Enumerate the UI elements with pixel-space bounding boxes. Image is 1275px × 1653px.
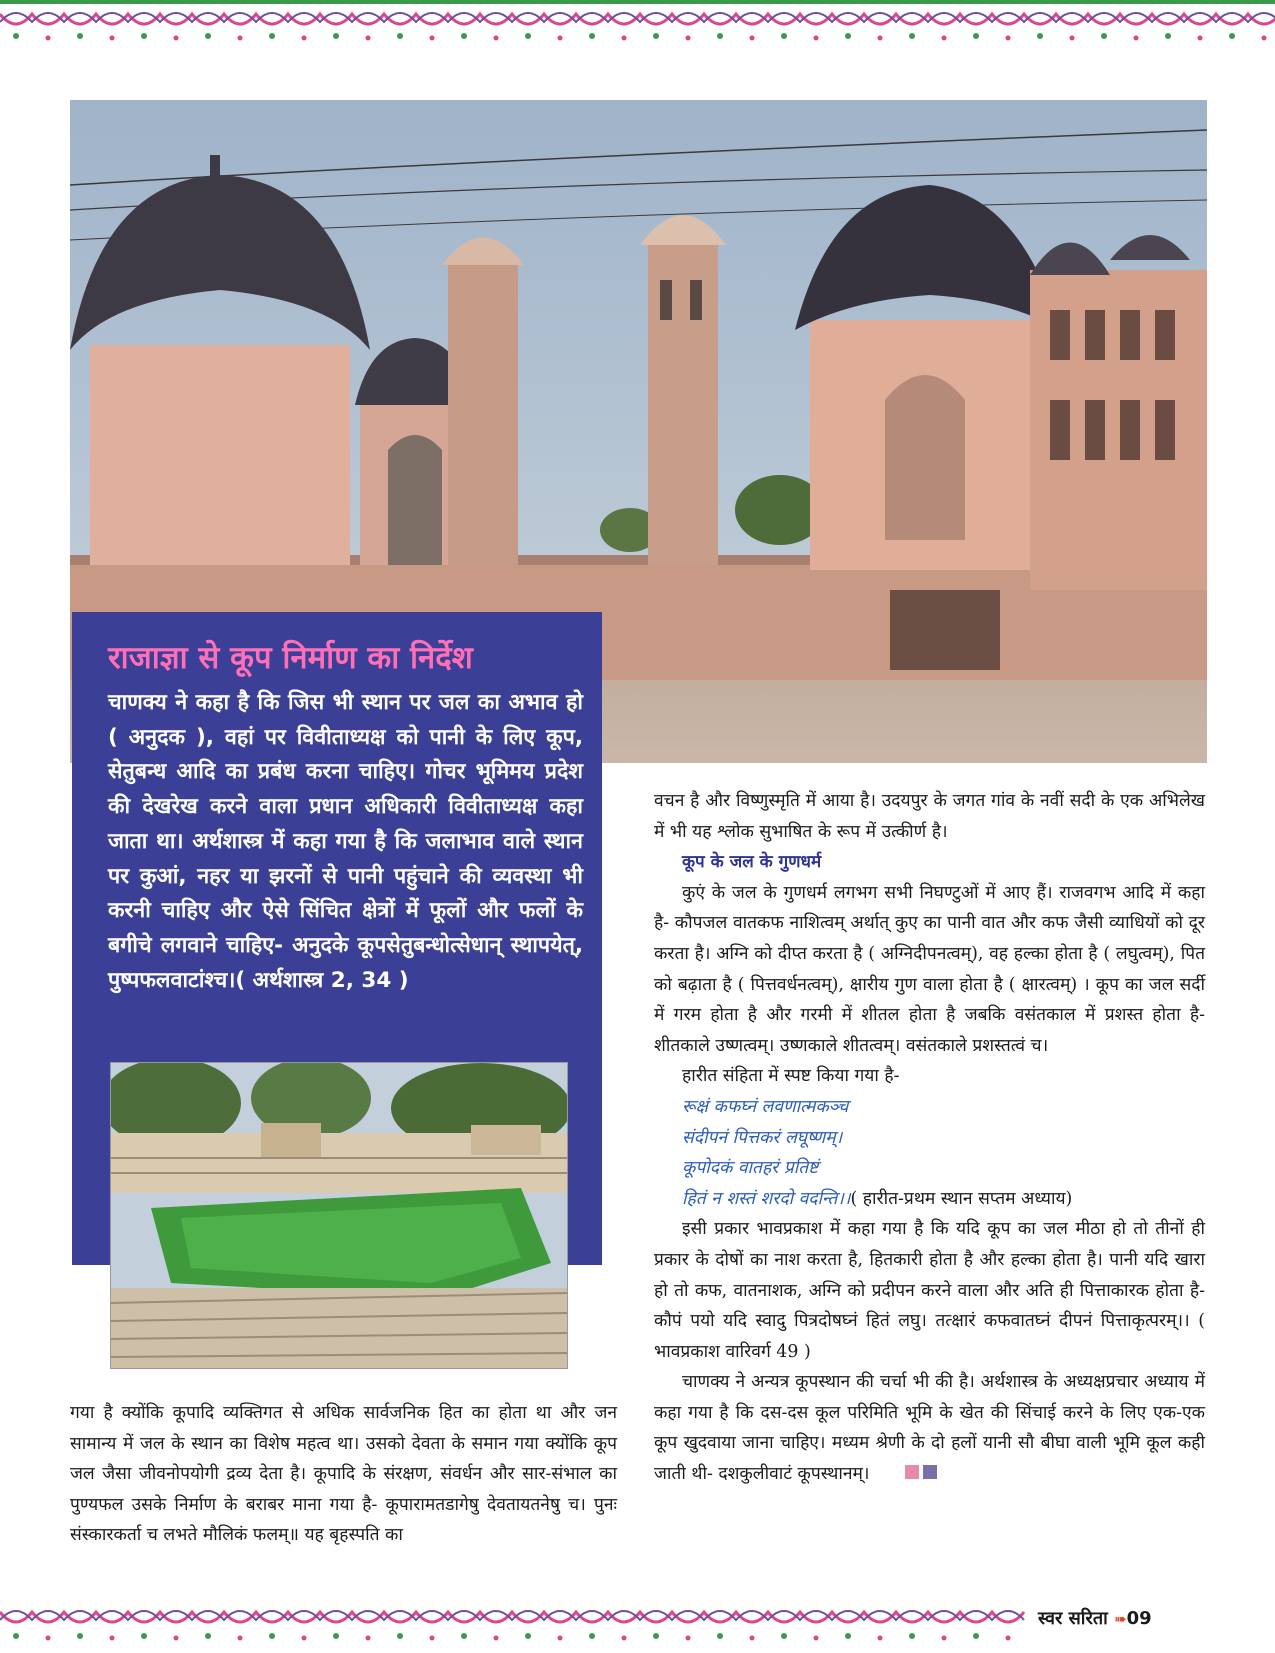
page-number: 09: [1126, 1608, 1152, 1629]
box-body-text: चाणक्य ने कहा है कि जिस भी स्थान पर जल का अभाव हो ( अनुदक ), वहां पर विवीताध्यक्ष को पानी के लिए कूप, सेतुबन्ध आदि का प्रबंध करना चाहिए। गोचर भूमिमय प्रदेश की देखरेख करने वाला प्रधान अधिकारी विवीताध्यक्ष कहा जाता था। अर्थशास्त्र में कहा गया है कि जलाभाव वाले स्थान पर कुआं, नहर या झरनों से पानी पहुंचाने की व्यवस्था भी करनी चाहिए और ऐसे सिंचित क्षेत्रों में फूलों और फलों के बगीचे लगवाने चाहिए- अनुदके कूपसेतुबन्धोत्सेधान् स्थापयेत्, पुष्पफलवाटांश्च।( अर्थशास्त्र 2, 34 ): [108, 690, 583, 993]
verse-line-1: रूक्षं कफघ्नं लवणात्मकञ्च: [682, 1096, 849, 1117]
right-paragraph-2: कुएं के जल के गुणधर्म लगभग सभी निघण्टुओं में आए हैं। राजवगभ आदि में कहा है- कौपजल वातकफ नाशित्वम् अर्थात् कुए का पानी वात और कफ जैसी व्याधियों को दूर करता है। अग्नि को दीप्त करता है ( अग्निदीपनत्वम्), वह हल्का होता है ( लघुत्वम्), पित को बढ़ाता है ( पित्तवर्धनत्वम्), क्षारीय गुण वाला होता है ( क्षारत्वम्) । कूप का जल सर्दी में गरम होता है और गरमी में शीतल होता है जबकि वसंतकाल में प्रशस्त होता है- शीतकाले उष्णत्वम्। उष्णकाले शीतत्वम्। वसंतकाले प्रशस्तत्वं च।: [654, 882, 1205, 1056]
right-column: [654, 786, 1205, 1490]
right-paragraph-4: इसी प्रकार भावप्रकाश में कहा गया है कि यदि कूप का जल मीठा हो तो तीनों ही प्रकार के दोषों का नाश करता है, हितकारी होता है और हल्का होता है। पानी यदि खारा हो तो कफ, वातनाशक, अग्नि को प्रदीपन करने वाला और अति ही पित्ताकारक होता है- कौपं पयो यदि स्वादु पित्रदोषघ्नं हितं लघु। तत्क्षारं कफवातघ्नं दीपनं पित्ताकृत्परम्।। ( भावप्रकाश वारिवर्ग 49 ): [654, 1219, 1205, 1362]
end-of-article-marks: [877, 1459, 941, 1490]
box-heading: राजाज्ञा से कूप निर्माण का निर्देश: [108, 640, 473, 676]
left-column: [70, 1398, 617, 1551]
magazine-name: स्वर सरिता: [1038, 1608, 1108, 1629]
right-paragraph-5-text: चाणक्य ने अन्यत्र कूपस्थान की चर्चा भी की है। अर्थशास्त्र के अध्यक्षप्रचार अध्याय में कहा गया है कि दस-दस कूल परिमिति भूमि के खेत की सिंचाई करने के लिए एक-एक कूप खुदवाया जाना चाहिए। मध्यम श्रेणी के दो हलों यानी सौ बीघा वाली भूमि कूल कही जाती थी- दशकुलीवाटं कूपस्थानम्।: [654, 1372, 1205, 1485]
left-paragraph: गया है क्योंकि कूपादि व्यक्तिगत से अधिक सार्वजनिक हित का होता था और जन सामान्य में जल के स्थान का विशेष महत्व था। उसको देवता के समान गया क्योंकि कूप जल जैसा जीवनोपयोगी द्रव्य देता है। कूपादि के संरक्षण, संवर्धन और सार-संभाल का पुण्यफल उसके निर्माण के बराबर माना गया है- कूपारामतडागेषु देवतायतनेषु च। पुनः संस्कारकर्ता च लभते मौलिकं फलम्॥ यह बृहस्पति का: [70, 1403, 617, 1546]
stepwell-photo: [110, 1062, 568, 1369]
verse-line-4: [654, 1184, 1205, 1215]
verse-source: ( हारीत-प्रथम स्थान सप्तम अध्याय): [850, 1188, 1073, 1209]
box-body: [108, 686, 583, 998]
verse-line-3: कूपोदकं वातहरं प्रतिष्टं: [682, 1158, 819, 1179]
verse-line-2: संदीपनं पित्तकरं लघूष्णम्।: [682, 1127, 843, 1148]
arrow-icon: ➠: [1114, 1610, 1127, 1628]
verse-line-4-text: हितं न शस्तं शरदो वदन्ति।।: [682, 1188, 851, 1209]
decorative-border-top: [0, 0, 1275, 46]
right-paragraph-5: [654, 1367, 1205, 1490]
right-paragraph-1: वचन है और विष्णुस्मृति में आया है। उदयपुर के जगत गांव के नवीं सदी के एक अभिलेख में भी यह श्लोक सुभाषित के रूप में उत्कीर्ण है।: [654, 791, 1205, 842]
section-subhead: कूप के जल के गुणधर्म: [682, 852, 822, 873]
page-footer: [1038, 1606, 1238, 1636]
right-paragraph-3: हारीत संहिता में स्पष्ट किया गया है-: [682, 1066, 900, 1087]
